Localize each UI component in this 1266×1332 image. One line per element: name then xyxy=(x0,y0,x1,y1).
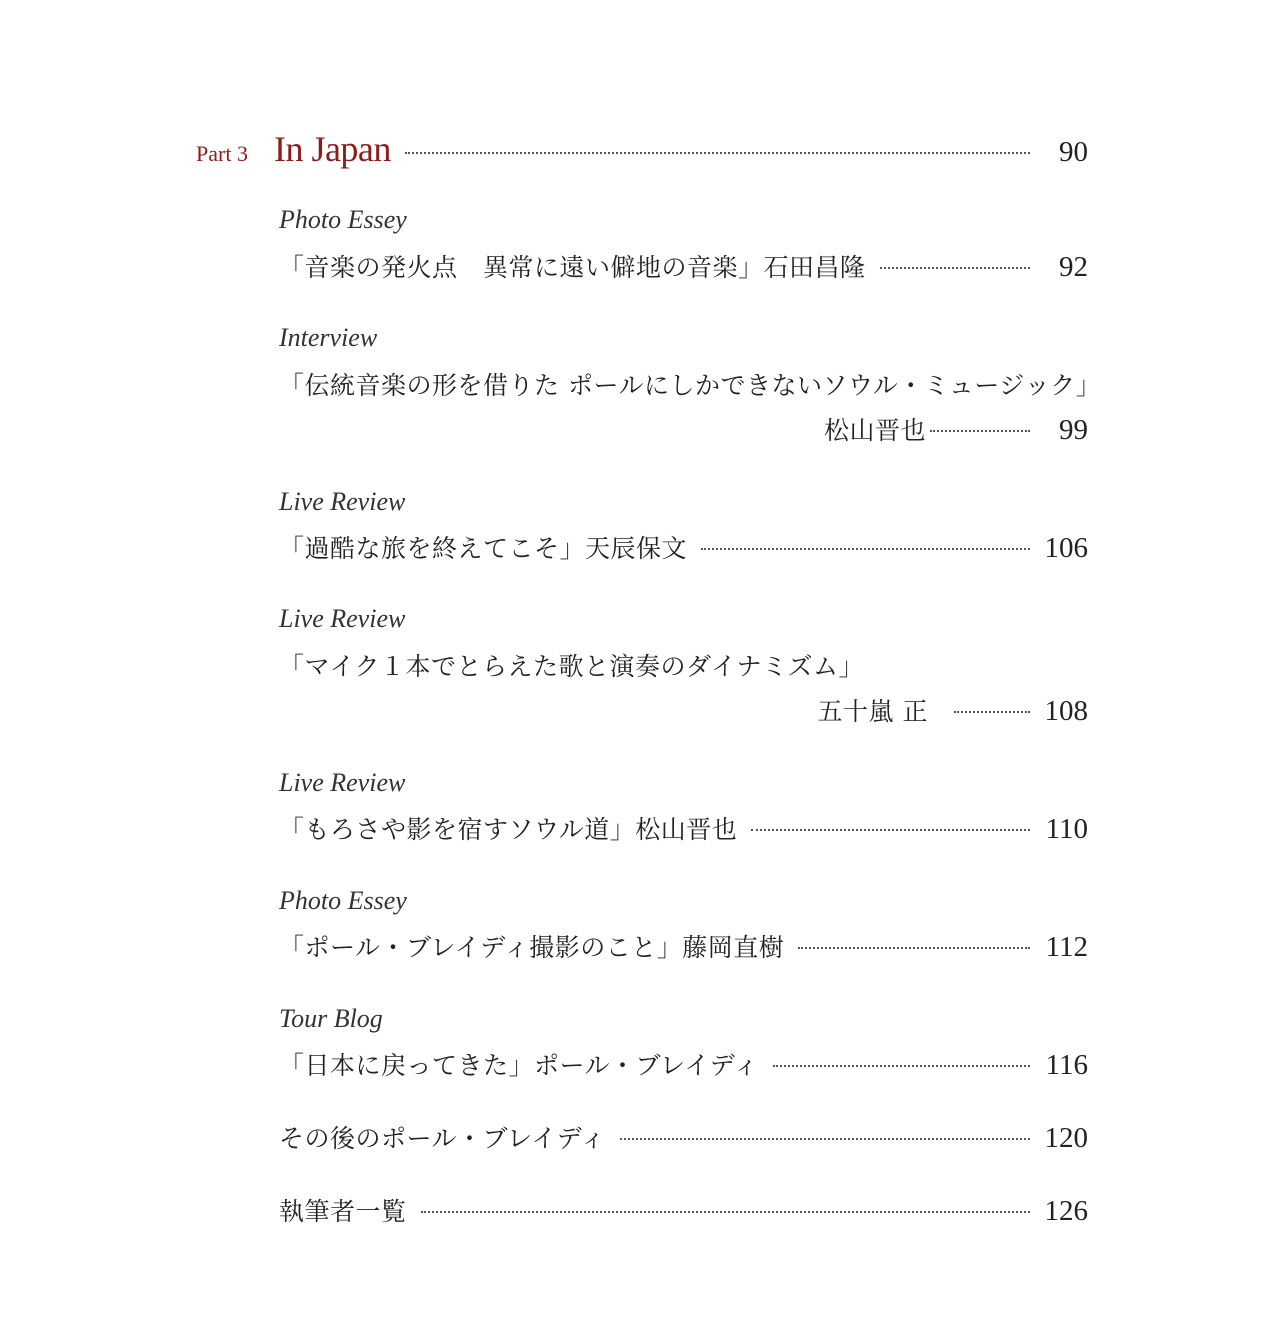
entry-title: 「ポール・ブレイディ撮影のこと」藤岡直樹 xyxy=(279,933,785,962)
part-header xyxy=(196,128,1088,174)
toc-entry[interactable] xyxy=(279,928,1088,964)
entry-category: Live Review xyxy=(279,604,406,633)
page-number: 126 xyxy=(1044,1195,1088,1227)
page-number: 112 xyxy=(1045,931,1088,963)
entry-title: 「伝統音楽の形を借りた ポールにしかできないソウル・ミュージック」 xyxy=(279,371,1102,400)
entry-author: 松山晋也 xyxy=(823,416,926,445)
dot-leader xyxy=(405,152,1030,154)
entry-title: 執筆者一覧 xyxy=(279,1197,407,1226)
page-number: 108 xyxy=(1044,695,1088,727)
entry-title: 「マイク１本でとらえた歌と演奏のダイナミズム」 xyxy=(279,652,865,681)
toc-entry-title-line[interactable] xyxy=(279,647,1088,683)
toc-entry[interactable] xyxy=(279,1119,1088,1155)
entry-category: Photo Essey xyxy=(279,205,407,234)
entry-title: その後のポール・ブレイディ xyxy=(279,1124,606,1153)
toc-entry[interactable] xyxy=(279,248,1088,284)
entry-category: Photo Essey xyxy=(279,886,407,915)
dot-leader xyxy=(751,829,1030,831)
entry-title: 「日本に戻ってきた」ポール・ブレイディ xyxy=(279,1051,759,1080)
dot-leader xyxy=(798,947,1030,949)
toc-entry-title-line[interactable] xyxy=(279,366,1102,402)
dot-leader xyxy=(773,1065,1030,1067)
entry-category: Live Review xyxy=(279,487,406,516)
toc-entry-author-line[interactable] xyxy=(279,692,1088,728)
part-label: Part 3 xyxy=(196,141,248,166)
entry-title: 「音楽の発火点 異常に遠い僻地の音楽」石田昌隆 xyxy=(279,253,866,282)
dot-leader xyxy=(620,1138,1030,1140)
toc-entry[interactable] xyxy=(279,529,1088,565)
dot-leader xyxy=(421,1211,1030,1213)
toc-entry[interactable] xyxy=(279,1192,1088,1228)
dot-leader xyxy=(954,711,1030,713)
entry-category: Tour Blog xyxy=(279,1004,383,1033)
entry-title: 「もろさや影を宿すソウル道」松山晋也 xyxy=(279,815,738,844)
page-number: 99 xyxy=(1059,414,1088,446)
entry-title: 「過酷な旅を終えてこそ」天辰保文 xyxy=(279,534,688,563)
part-title: In Japan xyxy=(273,129,391,169)
toc-entry-author-line[interactable] xyxy=(279,411,1088,447)
dot-leader xyxy=(701,548,1030,550)
page-number: 92 xyxy=(1059,251,1088,283)
toc-entry[interactable] xyxy=(279,810,1088,846)
page-number: 120 xyxy=(1044,1122,1088,1154)
entry-category: Live Review xyxy=(279,768,406,797)
entry-category: Interview xyxy=(279,323,378,352)
page-number: 110 xyxy=(1045,813,1088,845)
page-number: 116 xyxy=(1045,1049,1088,1081)
dot-leader xyxy=(930,430,1030,432)
page-number: 106 xyxy=(1044,532,1088,564)
dot-leader xyxy=(880,267,1030,269)
toc-entry[interactable] xyxy=(279,1046,1088,1082)
page-number: 90 xyxy=(1059,136,1088,168)
entry-author: 五十嵐 正 xyxy=(817,697,928,726)
